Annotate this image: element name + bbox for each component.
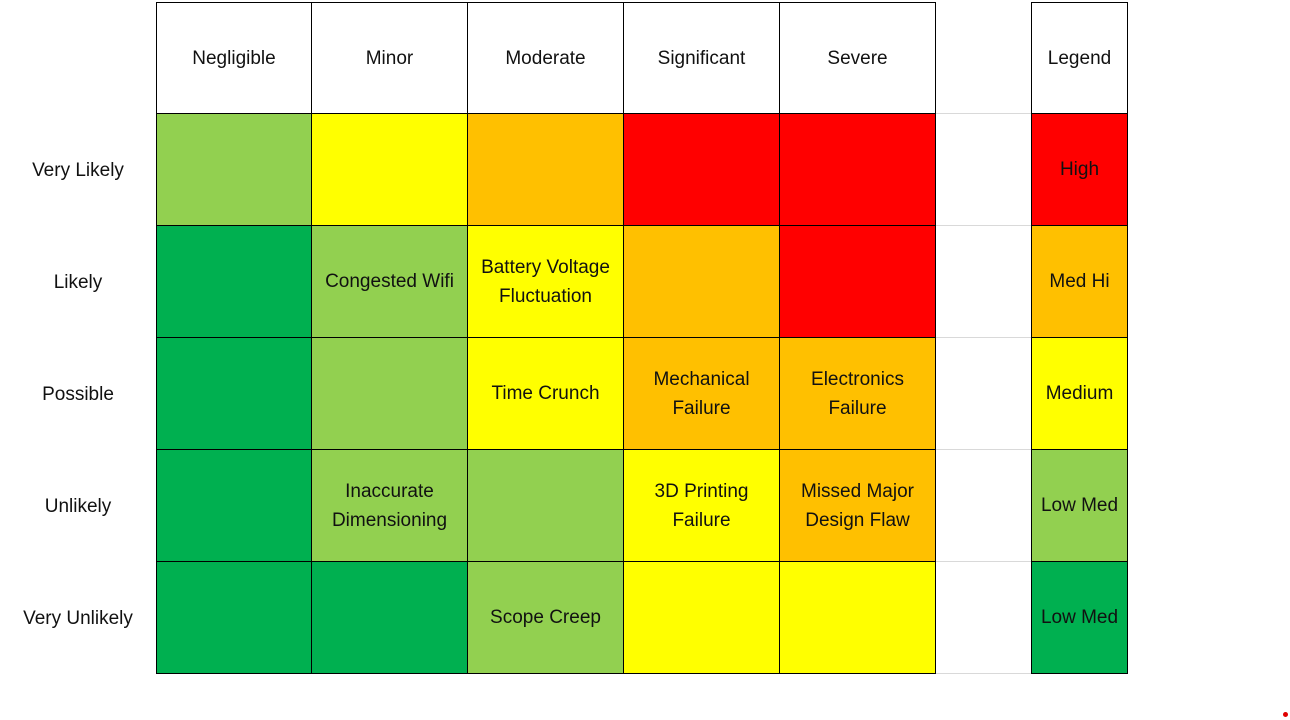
risk-cell — [624, 562, 780, 674]
column-header-label: Significant — [657, 47, 746, 69]
risk-item: Missed Major Design Flaw — [801, 480, 914, 531]
column-header-label: Moderate — [505, 47, 586, 69]
column-header-label: Minor — [365, 47, 414, 69]
legend-entry — [1031, 226, 1128, 338]
risk-cell — [312, 450, 468, 562]
legend-entry-label: Med Hi — [1049, 271, 1110, 292]
column-header-label: Negligible — [192, 47, 276, 69]
row-label — [0, 338, 156, 450]
risk-cell — [312, 338, 468, 450]
risk-cell — [780, 450, 936, 562]
row-label-text: Likely — [53, 271, 103, 293]
risk-cell — [780, 114, 936, 226]
gridline — [936, 449, 1031, 450]
row-label-text: Possible — [42, 383, 114, 405]
risk-item: Electronics Failure — [811, 368, 904, 419]
risk-item: Scope Creep — [490, 607, 601, 628]
risk-cell — [780, 338, 936, 450]
risk-cell — [156, 338, 312, 450]
risk-item: 3D Printing Failure — [654, 480, 749, 531]
column-header — [780, 2, 936, 114]
risk-cell — [468, 338, 624, 450]
risk-cell — [624, 114, 780, 226]
risk-cell — [468, 562, 624, 674]
column-header-label: Severe — [827, 47, 888, 69]
column-header — [624, 2, 780, 114]
risk-item: Congested Wifi — [325, 271, 454, 292]
risk-cell — [156, 114, 312, 226]
legend-entry-label: Low Med — [1040, 495, 1119, 516]
column-header — [468, 2, 624, 114]
column-header — [156, 2, 312, 114]
risk-cell — [468, 226, 624, 338]
risk-cell — [624, 226, 780, 338]
risk-cell — [312, 562, 468, 674]
red-dot-marker — [1283, 712, 1288, 717]
legend-entry — [1031, 114, 1128, 226]
legend-entry — [1031, 338, 1128, 450]
row-label — [0, 562, 156, 674]
gridline — [936, 113, 1031, 114]
legend-entry — [1031, 562, 1128, 674]
risk-cell — [312, 114, 468, 226]
column-header — [312, 2, 468, 114]
risk-cell — [780, 226, 936, 338]
risk-cell — [312, 226, 468, 338]
risk-item: Time Crunch — [491, 383, 600, 404]
row-label-text: Very Unlikely — [23, 607, 133, 629]
risk-item: Battery Voltage Fluctuation — [481, 256, 610, 307]
risk-cell — [780, 562, 936, 674]
row-label — [0, 114, 156, 226]
gridline — [936, 561, 1031, 562]
row-label-text: Unlikely — [44, 495, 112, 517]
legend-entry-label: High — [1059, 159, 1100, 180]
legend-entry-label: Medium — [1045, 383, 1114, 404]
risk-cell — [624, 338, 780, 450]
legend-entry-label: Low Med — [1040, 607, 1119, 628]
risk-item: Inaccurate Dimensioning — [331, 480, 448, 531]
row-label — [0, 450, 156, 562]
risk-cell — [156, 226, 312, 338]
risk-cell — [156, 450, 312, 562]
gridline — [936, 225, 1031, 226]
risk-cell — [156, 562, 312, 674]
gridline — [936, 337, 1031, 338]
gridline — [936, 673, 1031, 674]
risk-cell — [468, 114, 624, 226]
legend-title-text: Legend — [1047, 47, 1112, 69]
risk-cell — [624, 450, 780, 562]
legend-title — [1031, 2, 1128, 114]
risk-item: Mechanical Failure — [653, 368, 750, 419]
row-label-text: Very Likely — [32, 159, 124, 181]
row-label — [0, 226, 156, 338]
legend-entry — [1031, 450, 1128, 562]
risk-cell — [468, 450, 624, 562]
